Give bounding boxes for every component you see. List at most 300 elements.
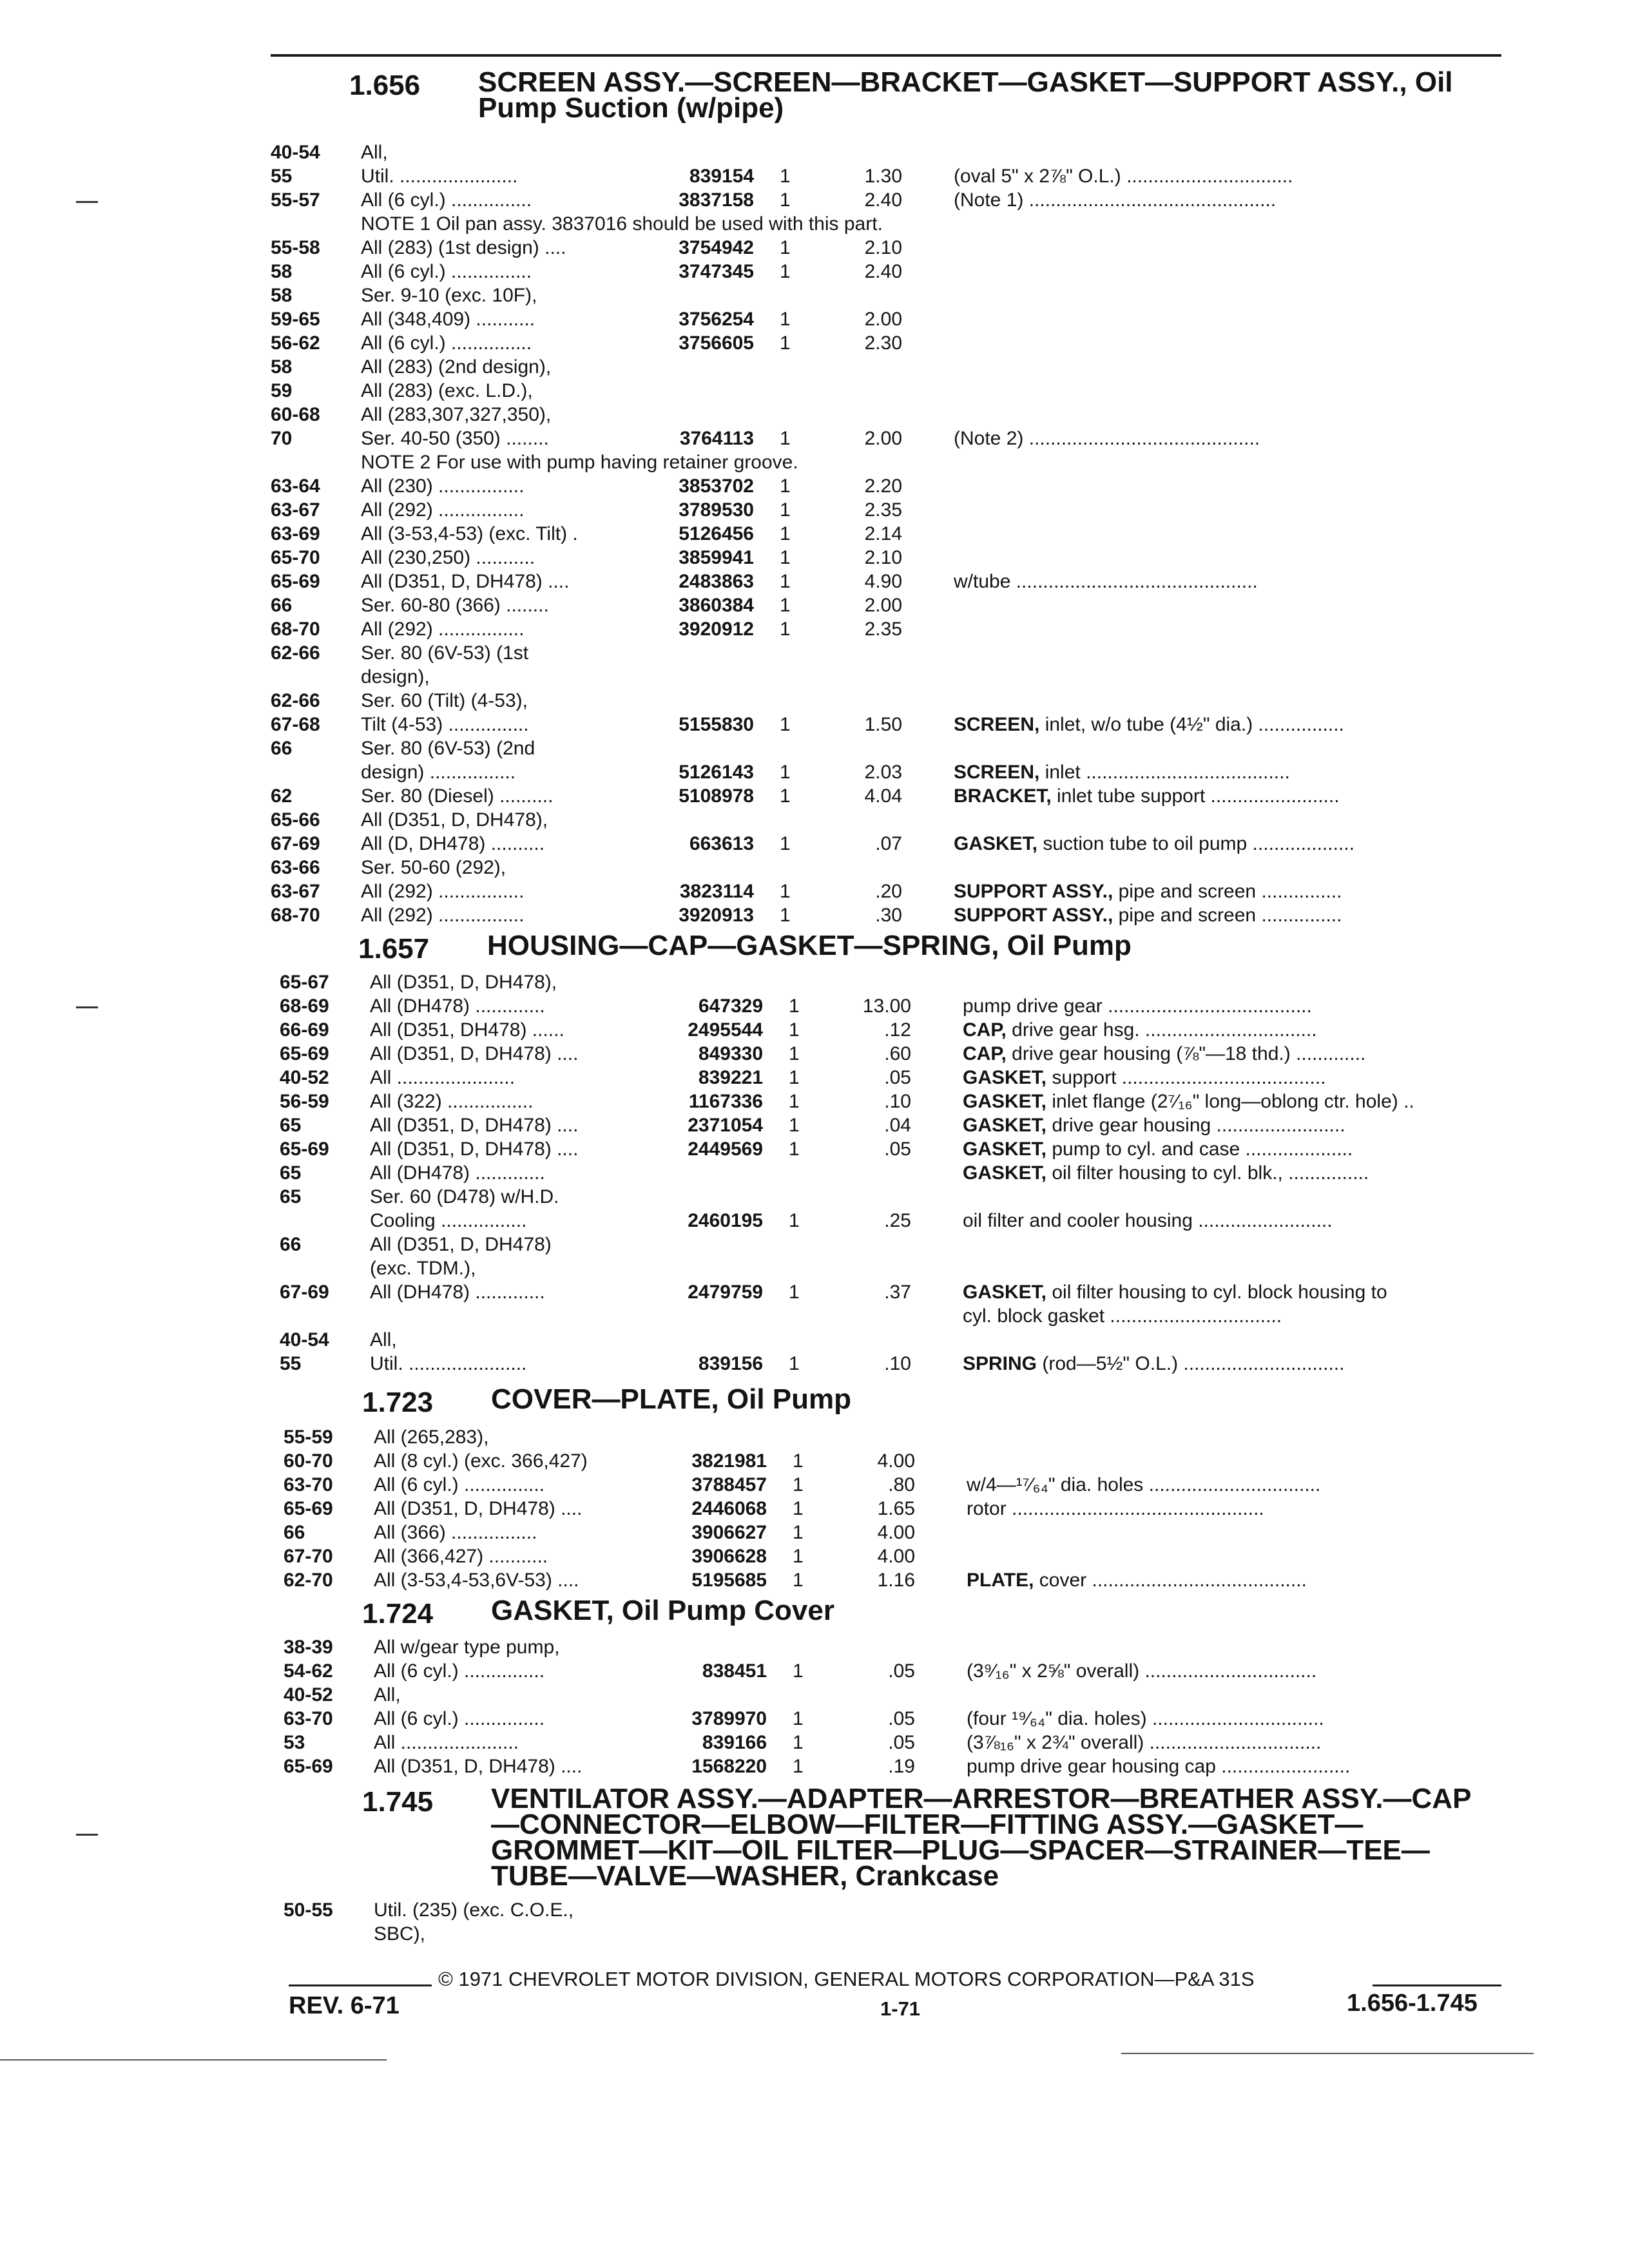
description [963, 1067, 1530, 1089]
description-text: (oval 5" x 2⅞" O.L.) ............................... [954, 166, 1293, 187]
model-years: 65-70 [271, 547, 320, 568]
table-row [284, 1498, 1572, 1522]
part-number: 839154 [689, 166, 754, 187]
model-years: 65-69 [280, 1139, 329, 1160]
description-part-name: GASKET, [963, 1162, 1047, 1184]
application: NOTE 1 Oil pan assy. 3837016 should be used with this part. [361, 213, 883, 235]
description [963, 1139, 1530, 1160]
quantity: 1 [780, 499, 791, 521]
table-row [280, 1305, 1568, 1329]
description-text: w/tube ............................................. [954, 571, 1258, 592]
part-number: 647329 [698, 995, 763, 1017]
part-number: 3920912 [679, 619, 754, 640]
description [967, 1498, 1534, 1520]
price: 2.00 [864, 595, 902, 616]
table-row [284, 1546, 1572, 1570]
application: Ser. 60-80 (366) ........ [361, 595, 549, 616]
table-row [271, 428, 1559, 452]
price: .10 [884, 1091, 911, 1112]
application: All (6 cyl.) ............... [361, 261, 532, 282]
model-years: 55 [280, 1353, 302, 1374]
application: Ser. 60 (Tilt) (4-53), [361, 690, 528, 711]
price: 1.16 [877, 1570, 915, 1591]
footer-rule-right [1373, 1984, 1501, 1986]
model-years: 65-69 [284, 1498, 333, 1519]
price: .05 [888, 1708, 915, 1729]
price: 4.00 [877, 1450, 915, 1472]
part-number: 1568220 [691, 1756, 767, 1777]
price: .12 [884, 1019, 911, 1041]
part-number: 3764113 [679, 428, 754, 449]
part-number: 3906628 [691, 1546, 767, 1567]
description-text: inlet flange (2⁷⁄₁₆" long—oblong ctr. hole) .. [1046, 1091, 1414, 1112]
part-number: 849330 [698, 1043, 763, 1064]
model-years: 38-39 [284, 1637, 333, 1658]
application: All (6 cyl.) ............... [374, 1660, 545, 1682]
model-years: 65 [280, 1162, 302, 1184]
quantity: 1 [780, 428, 791, 449]
part-number: 3789970 [691, 1708, 767, 1729]
table-row [284, 1450, 1572, 1474]
table-row [280, 1234, 1568, 1258]
price: .19 [888, 1756, 915, 1777]
margin-mark [76, 201, 98, 203]
part-number: 3756605 [679, 332, 754, 354]
quantity: 1 [780, 833, 791, 854]
application: (exc. TDM.), [370, 1258, 476, 1279]
price: .07 [875, 833, 902, 854]
description-text: oil filter housing to cyl. blk., ............... [1046, 1162, 1369, 1184]
section-number: 1.656 [349, 70, 421, 101]
quantity: 1 [793, 1522, 804, 1543]
quantity: 1 [780, 523, 791, 544]
part-number: 5108978 [679, 785, 754, 807]
table-row [271, 905, 1559, 928]
quantity: 1 [780, 595, 791, 616]
description-text: pump drive gear housing cap ........................ [967, 1756, 1351, 1777]
table-row [284, 1732, 1572, 1756]
quantity: 1 [793, 1570, 804, 1591]
table-row [280, 1091, 1568, 1115]
application: All, [374, 1684, 401, 1706]
description-text: (Note 2) ........................................... [954, 428, 1260, 449]
price: 2.35 [864, 619, 902, 640]
description-text: (rod—5½" O.L.) .............................. [1037, 1353, 1345, 1374]
description [963, 1305, 1530, 1327]
description [954, 571, 1521, 593]
application: All (D351, D, DH478) .... [374, 1756, 583, 1777]
model-years: 66 [271, 595, 293, 616]
application: All (D351, D, DH478), [361, 809, 548, 831]
table-row [280, 1282, 1568, 1305]
model-years: 50-55 [284, 1899, 333, 1921]
model-years: 65 [280, 1115, 302, 1136]
section-title: SCREEN ASSY.—SCREEN—BRACKET—GASKET—SUPPORT ASSY., Oil Pump Suction (w/pipe) [478, 66, 1453, 124]
model-years: 68-70 [271, 619, 320, 640]
part-number: 839156 [698, 1353, 763, 1374]
section-title: HOUSING—CAP—GASKET—SPRING, Oil Pump [487, 930, 1132, 961]
description-text: oil filter and cooler housing ......................... [963, 1210, 1333, 1231]
part-number: 3860384 [679, 595, 754, 616]
price: 1.65 [877, 1498, 915, 1519]
model-years: 63-69 [271, 523, 320, 544]
model-years: 62-66 [271, 642, 320, 664]
application: All (283) (exc. L.D.), [361, 380, 533, 401]
price: .10 [884, 1353, 911, 1374]
quantity: 1 [793, 1546, 804, 1567]
description [954, 785, 1521, 807]
quantity: 1 [780, 571, 791, 592]
application: All (292) ................ [361, 499, 525, 521]
part-number: 3906627 [691, 1522, 767, 1543]
part-number: 3788457 [691, 1474, 767, 1495]
table-row [284, 1660, 1572, 1684]
table-row [284, 1427, 1572, 1450]
table-row [271, 142, 1559, 166]
description-text: pump to cyl. and case .................... [1046, 1139, 1353, 1160]
description-text: rotor ............................................... [967, 1498, 1264, 1519]
bottom-rule-left [0, 2059, 387, 2061]
part-number: 5126143 [679, 762, 754, 783]
table-row [280, 1019, 1568, 1043]
model-years: 53 [284, 1732, 305, 1753]
part-number: 2446068 [691, 1498, 767, 1519]
model-years: 63-70 [284, 1474, 333, 1495]
application: Ser. 60 (D478) w/H.D. [370, 1186, 559, 1207]
quantity: 1 [793, 1708, 804, 1729]
application: design) ................ [361, 762, 516, 783]
quantity: 1 [789, 1115, 800, 1136]
description-part-name: SUPPORT ASSY., [954, 905, 1113, 926]
model-years: 70 [271, 428, 293, 449]
part-number: 2371054 [688, 1115, 763, 1136]
part-number: 3789530 [679, 499, 754, 521]
price: 2.14 [864, 523, 902, 544]
model-years: 63-66 [271, 857, 320, 878]
price: 2.40 [864, 189, 902, 211]
description [967, 1474, 1534, 1496]
model-years: 55-57 [271, 189, 320, 211]
table-row [271, 404, 1559, 428]
application: All ...................... [370, 1067, 516, 1088]
application: Util. ...................... [361, 166, 518, 187]
quantity: 1 [789, 1210, 800, 1231]
description-text: inlet, w/o tube (4½" dia.) ................ [1039, 714, 1344, 735]
model-years: 67-68 [271, 714, 320, 735]
description [963, 1019, 1530, 1041]
application: All (D351, D, DH478) [370, 1234, 552, 1255]
model-years: 68-70 [271, 905, 320, 926]
price: 2.03 [864, 762, 902, 783]
part-number: 5195685 [691, 1570, 767, 1591]
price: .60 [884, 1043, 911, 1064]
table-row [280, 1258, 1568, 1282]
quantity: 1 [789, 1139, 800, 1160]
application: Tilt (4-53) ............... [361, 714, 529, 735]
model-years: 62 [271, 785, 293, 807]
description-part-name: GASKET, [963, 1067, 1047, 1088]
description-text: (3⅞₁₆" x 2¾" overall) ................................ [967, 1732, 1322, 1753]
description [954, 905, 1521, 927]
model-years: 59 [271, 380, 293, 401]
application: All (292) ................ [361, 881, 525, 902]
table-row [271, 714, 1559, 738]
application: All (283,307,327,350), [361, 404, 552, 425]
description [967, 1708, 1534, 1730]
application: All (D351, D, DH478) .... [374, 1498, 583, 1519]
table-row [271, 166, 1559, 189]
application: NOTE 2 For use with pump having retainer groove. [361, 452, 798, 473]
price: .80 [888, 1474, 915, 1495]
model-years: 58 [271, 261, 293, 282]
application: All (DH478) ............. [370, 995, 545, 1017]
description [967, 1660, 1534, 1682]
model-years: 67-70 [284, 1546, 333, 1567]
table-row [280, 1043, 1568, 1067]
table-row [284, 1756, 1572, 1780]
application: All (D, DH478) .......... [361, 833, 545, 854]
table-row [271, 785, 1559, 809]
description-part-name: GASKET, [963, 1282, 1047, 1303]
model-years: 66 [271, 738, 293, 759]
parts-table [284, 1637, 1572, 1780]
application: All ...................... [374, 1732, 519, 1753]
section-title: GASKET, Oil Pump Cover [491, 1595, 834, 1626]
application: All (322) ................ [370, 1091, 534, 1112]
application: All (D351, DH478) ...... [370, 1019, 564, 1041]
table-row [271, 809, 1559, 833]
quantity: 1 [780, 619, 791, 640]
table-row [280, 1162, 1568, 1186]
description [963, 1091, 1530, 1113]
price: .05 [884, 1139, 911, 1160]
price: .05 [884, 1067, 911, 1088]
part-number: 3859941 [679, 547, 754, 568]
model-years: 67-69 [280, 1282, 329, 1303]
price: .25 [884, 1210, 911, 1231]
part-number: 3821981 [691, 1450, 767, 1472]
model-years: 55 [271, 166, 293, 187]
quantity: 1 [780, 881, 791, 902]
application: Ser. 80 (6V-53) (1st [361, 642, 529, 664]
part-number: 3920913 [679, 905, 754, 926]
model-years: 63-67 [271, 881, 320, 902]
table-row [271, 285, 1559, 309]
price: 2.00 [864, 428, 902, 449]
part-number: 839221 [698, 1067, 763, 1088]
description [963, 1115, 1530, 1137]
description-part-name: SUPPORT ASSY., [954, 881, 1113, 902]
price: 4.90 [864, 571, 902, 592]
table-row [271, 237, 1559, 261]
description-text: pipe and screen ............... [1113, 905, 1342, 926]
model-years: 59-65 [271, 309, 320, 330]
table-row [271, 690, 1559, 714]
model-years: 60-68 [271, 404, 320, 425]
description [954, 881, 1521, 903]
model-years: 58 [271, 285, 293, 306]
quantity: 1 [780, 476, 791, 497]
description-part-name: SCREEN, [954, 762, 1040, 783]
description-text: (3⁹⁄₁₆" x 2⅝" overall) ................................ [967, 1660, 1317, 1682]
price: 2.00 [864, 309, 902, 330]
application: All (366,427) ........... [374, 1546, 548, 1567]
model-years: 65-66 [271, 809, 320, 831]
quantity: 1 [789, 1353, 800, 1374]
description [963, 1353, 1530, 1375]
table-row [271, 881, 1559, 905]
part-number: 3754942 [679, 237, 754, 258]
parts-table [271, 142, 1559, 928]
description-text: oil filter housing to cyl. block housing to [1046, 1282, 1387, 1303]
description-text: suction tube to oil pump ................... [1037, 833, 1354, 854]
quantity: 1 [793, 1450, 804, 1472]
model-years: 40-54 [280, 1329, 329, 1350]
application: All, [370, 1329, 397, 1350]
table-row [280, 1067, 1568, 1091]
table-row [271, 833, 1559, 857]
price: 2.20 [864, 476, 902, 497]
model-years: 40-54 [271, 142, 320, 163]
price: 4.00 [877, 1522, 915, 1543]
description-text: (four ¹⁹⁄₆₄" dia. holes) ................................ [967, 1708, 1324, 1729]
model-years: 62-70 [284, 1570, 333, 1591]
model-years: 66 [280, 1234, 302, 1255]
model-years: 56-59 [280, 1091, 329, 1112]
price: 2.35 [864, 499, 902, 521]
description-text: (Note 1) .............................................. [954, 189, 1277, 211]
table-row [271, 523, 1559, 547]
description-text: pipe and screen ............... [1113, 881, 1342, 902]
model-years: 54-62 [284, 1660, 333, 1682]
application: All (366) ................ [374, 1522, 537, 1543]
description-text: pump drive gear ...................................... [963, 995, 1312, 1017]
margin-mark [76, 1006, 98, 1008]
part-number: 2449569 [688, 1139, 763, 1160]
part-number: 3853702 [679, 476, 754, 497]
section-title: VENTILATOR ASSY.—ADAPTER—ARRESTOR—BREATHER ASSY.—CAP—CONNECTOR—ELBOW—FILTER—FITTING ASSY.—GASKET—GROMMET—KIT—OIL FILTER—PLUG—SPACER—STRAINER—TEE—TUBE—VALVE—WASHER, Crankcase [491, 1783, 1472, 1892]
footer-rev: REV. 6-71 [289, 1992, 400, 2019]
quantity: 1 [780, 332, 791, 354]
table-row [284, 1522, 1572, 1546]
quantity: 1 [780, 547, 791, 568]
section-number: 1.657 [358, 933, 430, 965]
description [963, 995, 1530, 1017]
table-row [271, 476, 1559, 499]
application: All (D351, D, DH478) .... [370, 1139, 579, 1160]
section-title: COVER—PLATE, Oil Pump [491, 1383, 852, 1415]
application: All (D351, D, DH478) .... [370, 1043, 579, 1064]
application: All (283) (2nd design), [361, 356, 552, 378]
application: All (283) (1st design) .... [361, 237, 566, 258]
quantity: 1 [789, 1019, 800, 1041]
model-years: 62-66 [271, 690, 320, 711]
section-number: 1.723 [362, 1387, 434, 1418]
table-row [280, 1329, 1568, 1353]
footer-section-range: 1.656-1.745 [1347, 1990, 1478, 2017]
quantity: 1 [789, 995, 800, 1017]
description-part-name: SCREEN, [954, 714, 1040, 735]
table-row [280, 1186, 1568, 1210]
model-years: 63-64 [271, 476, 320, 497]
quantity: 1 [793, 1660, 804, 1682]
model-years: 65 [280, 1186, 302, 1207]
price: .05 [888, 1660, 915, 1682]
application: All (292) ................ [361, 905, 525, 926]
application: All (6 cyl.) ............... [374, 1708, 545, 1729]
table-row [271, 619, 1559, 642]
description-part-name: PLATE, [967, 1570, 1034, 1591]
description-part-name: SPRING [963, 1353, 1037, 1374]
table-row [271, 738, 1559, 762]
application: All (6 cyl.) ............... [361, 332, 532, 354]
quantity: 1 [793, 1474, 804, 1495]
description-text: w/4—¹⁷⁄₆₄" dia. holes ................................ [967, 1474, 1321, 1495]
description [963, 1043, 1530, 1065]
table-row [280, 995, 1568, 1019]
parts-table [280, 972, 1568, 1377]
top-rule [271, 54, 1501, 57]
description [954, 189, 1521, 211]
application: All (265,283), [374, 1427, 489, 1448]
table-row [280, 1115, 1568, 1139]
price: 13.00 [862, 995, 911, 1017]
application: All (230,250) ........... [361, 547, 535, 568]
price: .30 [875, 905, 902, 926]
description-part-name: GASKET, [954, 833, 1038, 854]
application: Ser. 80 (Diesel) .......... [361, 785, 554, 807]
model-years: 65-69 [284, 1756, 333, 1777]
model-years: 65-67 [280, 972, 329, 993]
note-row [271, 213, 1559, 237]
application: All (D351, D, DH478) .... [361, 571, 570, 592]
table-row [271, 857, 1559, 881]
table-row [284, 1684, 1572, 1708]
section-number: 1.745 [362, 1786, 434, 1818]
table-row [271, 356, 1559, 380]
application: Util. (235) (exc. C.O.E., [374, 1899, 574, 1921]
note-row [271, 452, 1559, 476]
description-part-name: GASKET, [963, 1115, 1047, 1136]
part-number: 1167336 [688, 1091, 763, 1112]
quantity: 1 [789, 1282, 800, 1303]
description-text: cyl. block gasket ................................ [963, 1305, 1282, 1327]
application: All (D351, D, DH478), [370, 972, 557, 993]
table-row [284, 1570, 1572, 1593]
application: Util. ...................... [370, 1353, 527, 1374]
quantity: 1 [789, 1067, 800, 1088]
description [967, 1570, 1534, 1591]
quantity: 1 [780, 309, 791, 330]
price: .37 [884, 1282, 911, 1303]
model-years: 56-62 [271, 332, 320, 354]
application: Ser. 40-50 (350) ........ [361, 428, 549, 449]
description-text: drive gear housing (⅞"—18 thd.) ............. [1006, 1043, 1366, 1064]
description [954, 428, 1521, 450]
part-number: 2483863 [679, 571, 754, 592]
margin-mark [76, 1834, 98, 1836]
model-years: 68-69 [280, 995, 329, 1017]
table-row [271, 571, 1559, 595]
application: All w/gear type pump, [374, 1637, 560, 1658]
part-number: 3837158 [679, 189, 754, 211]
parts-table [284, 1899, 1572, 1947]
parts-table [284, 1427, 1572, 1593]
description-part-name: GASKET, [963, 1139, 1047, 1160]
model-years: 65-69 [271, 571, 320, 592]
application: All (DH478) ............. [370, 1282, 545, 1303]
table-row [284, 1899, 1572, 1923]
